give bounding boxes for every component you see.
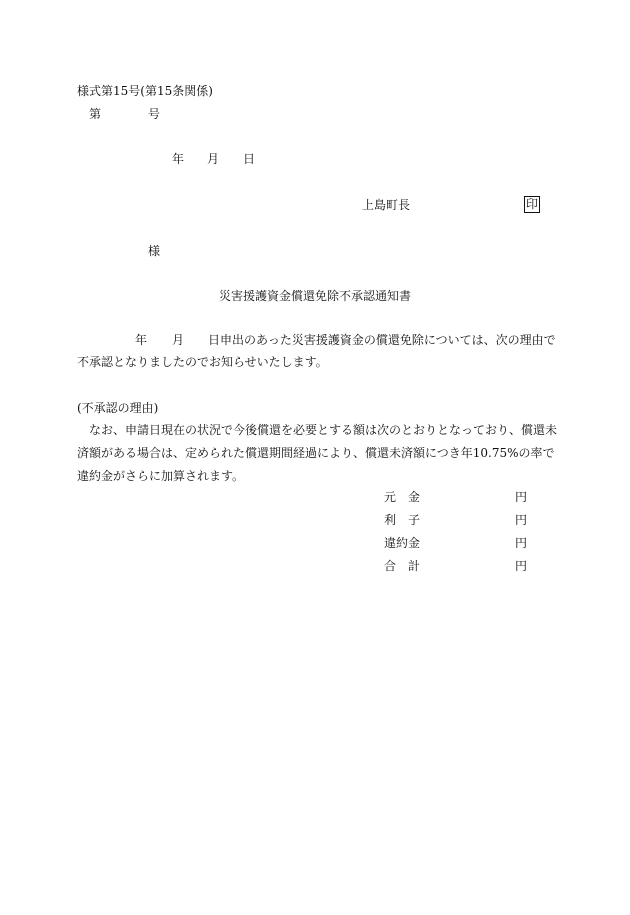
notice-line-1: 日申出のあった災害援護資金の償還免除については、次の理由で (208, 333, 556, 347)
seal-mark: 印 (525, 197, 538, 211)
issue-date-day: 日 (243, 152, 256, 166)
reason-line-2: 済額がある場合は、定められた償還期間経過により、償還未済額につき年10.75%の率で (77, 446, 555, 460)
reason-line-3: 違約金がさらに加算されます。 (77, 469, 245, 483)
notice-line-2: 不承認となりましたのでお知らせいたします。 (77, 355, 328, 369)
amount-unit: 円 (515, 490, 528, 504)
amount-unit: 円 (515, 513, 528, 527)
issue-date-month: 月 (207, 152, 220, 166)
notice-month: 月 (172, 333, 185, 347)
recipient-honorific: 様 (148, 244, 161, 258)
document-title: 災害援護資金償還免除不承認通知書 (219, 289, 412, 303)
amount-unit: 円 (515, 536, 528, 550)
notice-year: 年 (135, 333, 148, 347)
amount-unit: 円 (515, 559, 528, 573)
amount-label: 違約金 (384, 536, 421, 550)
amount-row-total (384, 559, 534, 573)
amount-label: 合 計 (384, 559, 421, 573)
amount-label: 元 金 (384, 490, 421, 504)
amount-row-interest (384, 513, 534, 527)
document-number-prefix: 第 (89, 107, 102, 121)
reason-line-1: なお、申請日現在の状況で今後償還を必要とする額は次のとおりとなっており、償還未 (89, 423, 558, 437)
issue-date-year: 年 (172, 152, 185, 166)
amount-row-principal (384, 490, 534, 504)
amount-row-penalty (384, 536, 534, 550)
document-number-suffix: 号 (148, 107, 161, 121)
amount-label: 利 子 (384, 513, 421, 527)
form-label: 様式第15号(第15条関係) (77, 84, 213, 98)
issuer-name: 上島町長 (362, 198, 411, 212)
reason-heading: (不承認の理由) (77, 401, 159, 415)
